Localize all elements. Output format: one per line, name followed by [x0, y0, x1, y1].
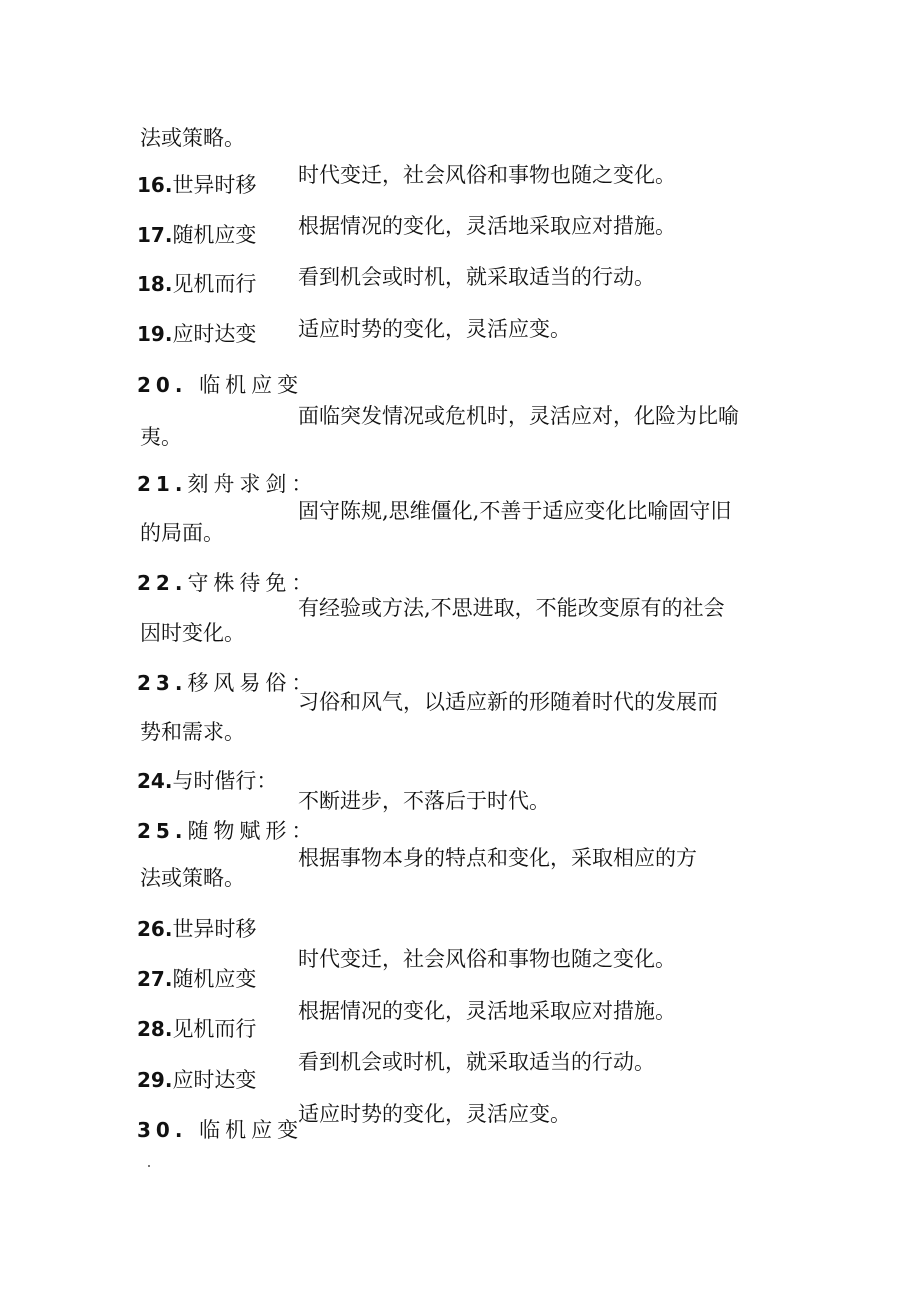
entry-25-definition: 根据事物本身的特点和变化，采取相应的方 — [298, 846, 697, 870]
entry-26-definition: 时代变迁，社会风俗和事物也随之变化。 — [298, 947, 676, 971]
entry-28-definition: 看到机会或时机，就采取适当的行动。 — [298, 1050, 655, 1074]
entry-term: 随机应变 — [172, 967, 257, 991]
entry-term: 与时偕行： — [172, 769, 278, 793]
entry-21-continuation: 的局面。 — [140, 521, 224, 545]
entry-29-term — [137, 1066, 256, 1094]
entry-18-term — [137, 270, 256, 298]
entry-term: 世异时移 — [172, 917, 257, 941]
entry-number: 24. — [137, 769, 173, 793]
entry-29-definition: 适应时势的变化，灵活应变。 — [298, 1102, 571, 1126]
entry-24-term — [137, 767, 277, 795]
entry-17-term — [137, 221, 256, 249]
entry-21-definition: 固守陈规,思维僵化,不善于适应变化比喻固守旧 — [298, 499, 732, 523]
entry-term: 守株待免： — [187, 571, 318, 595]
entry-term: 刻舟求剑： — [187, 472, 318, 496]
entry-number: 16. — [137, 173, 173, 197]
entry-number: 26. — [137, 917, 173, 941]
entry-25-continuation: 法或策略。 — [140, 866, 245, 890]
entry-20-continuation: 夷。 — [140, 425, 182, 449]
entry-term: 见机而行 — [172, 272, 257, 296]
entry-term: 应时达变 — [172, 1068, 257, 1092]
entry-28-term — [137, 1015, 256, 1043]
entry-term: 临机应变 — [199, 373, 304, 397]
entry-23-term — [137, 669, 317, 697]
entry-number: 18. — [137, 272, 173, 296]
entry-term: 随物赋形： — [187, 819, 318, 843]
entry-22-continuation: 因时变化。 — [140, 621, 245, 645]
entry-23-continuation: 势和需求。 — [140, 720, 245, 744]
entry-number: 30. — [137, 1118, 188, 1142]
entry-term: 随机应变 — [172, 223, 257, 247]
stray-mark — [148, 1165, 150, 1167]
entry-23-definition: 习俗和风气，以适应新的形随着时代的发展而 — [298, 690, 718, 714]
entry-16-term — [137, 171, 256, 199]
entry-30-term — [137, 1116, 303, 1144]
entry-27-definition: 根据情况的变化，灵活地采取应对措施。 — [298, 999, 676, 1023]
entry-20-definition: 面临突发情况或危机时，灵活应对，化险为比喻 — [298, 404, 739, 428]
entry-term: 应时达变 — [172, 322, 257, 346]
entry-22-term — [137, 569, 317, 597]
entry-number: 29. — [137, 1068, 173, 1092]
entry-20-term — [137, 371, 303, 399]
entry-number: 25. — [137, 819, 188, 843]
entry-number: 22. — [137, 571, 188, 595]
entry-term: 见机而行 — [172, 1017, 257, 1041]
entry-number: 21. — [137, 472, 188, 496]
entry-term: 移风易俗： — [187, 671, 318, 695]
entry-number: 23. — [137, 671, 188, 695]
entry-27-term — [137, 965, 256, 993]
entry-number: 19. — [137, 322, 173, 346]
entry-number: 20. — [137, 373, 188, 397]
entry-24-definition: 不断进步，不落后于时代。 — [298, 789, 550, 813]
entry-26-term — [137, 915, 256, 943]
entry-19-term — [137, 320, 256, 348]
entry-number: 27. — [137, 967, 173, 991]
entry-16-definition: 时代变迁，社会风俗和事物也随之变化。 — [298, 163, 676, 187]
entry-19-definition: 适应时势的变化，灵活应变。 — [298, 317, 571, 341]
entry-25-term — [137, 817, 317, 845]
entry-number: 28. — [137, 1017, 173, 1041]
entry-term: 世异时移 — [172, 173, 257, 197]
entry-term: 临机应变 — [199, 1118, 304, 1142]
continuation-text: 法或策略。 — [140, 126, 245, 150]
entry-21-term — [137, 470, 317, 498]
entry-18-definition: 看到机会或时机，就采取适当的行动。 — [298, 265, 655, 289]
entry-17-definition: 根据情况的变化，灵活地采取应对措施。 — [298, 214, 676, 238]
entry-number: 17. — [137, 223, 173, 247]
entry-22-definition: 有经验或方法,不思进取，不能改变原有的社会 — [298, 596, 725, 620]
